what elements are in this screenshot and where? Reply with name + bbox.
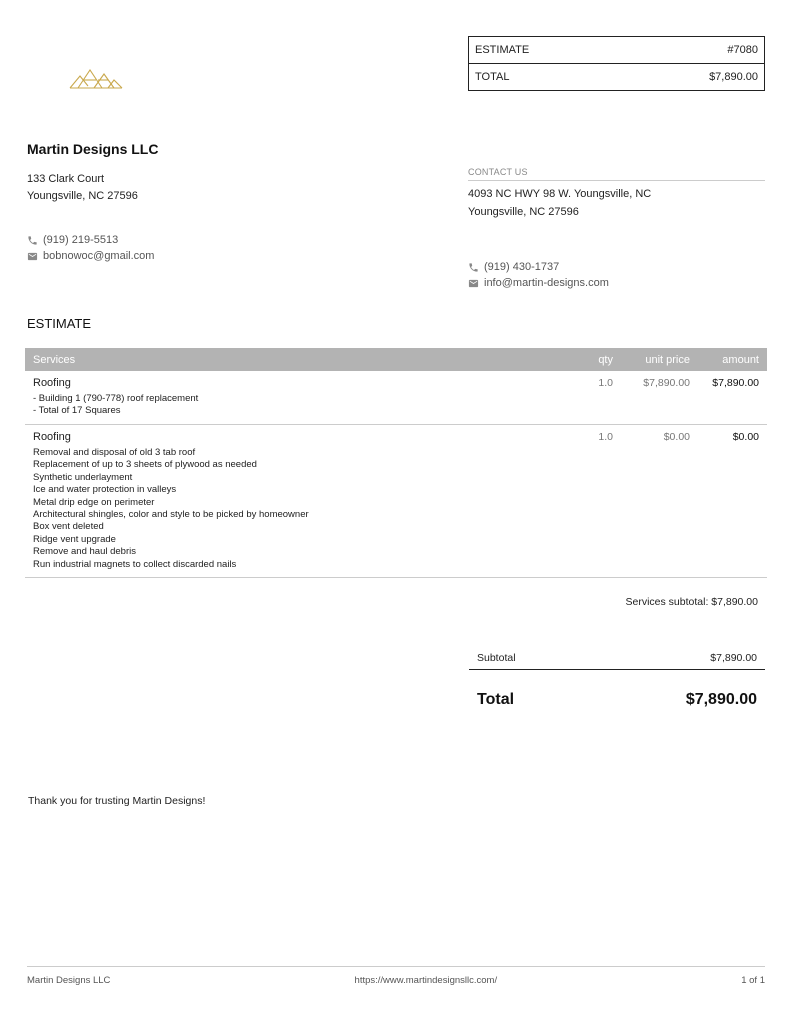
company-address-line2: Youngsville, NC 27596 (27, 190, 138, 202)
item-qty: 1.0 (598, 377, 613, 389)
item-note: - Building 1 (790-778) roof replacement (33, 393, 199, 404)
total-row (469, 691, 765, 709)
email-icon (468, 278, 479, 289)
item-amount: $0.00 (732, 431, 759, 443)
document-title: ESTIMATE (27, 316, 92, 331)
phone-icon (27, 235, 38, 246)
table-header (25, 348, 767, 371)
table-row-main (25, 377, 767, 389)
item-notes (25, 447, 767, 571)
client-email[interactable]: info@martin-designs.com (484, 277, 609, 289)
subtotal-value: $7,890.00 (710, 651, 757, 664)
estimate-number-row (469, 37, 764, 63)
total-label: Total (477, 691, 515, 708)
table-row (25, 371, 767, 425)
estimate-number: #7080 (727, 44, 758, 56)
client-phone-line (468, 259, 609, 275)
email-icon (27, 251, 38, 262)
client-address-line2: Youngsville, NC 27596 (468, 206, 579, 218)
footer-company: Martin Designs LLC (27, 975, 111, 986)
item-note: Ice and water protection in valleys (33, 484, 177, 496)
subtotal-label: Subtotal (477, 651, 516, 664)
item-name: Roofing (33, 431, 71, 443)
item-note: Removal and disposal of old 3 tab roof (33, 447, 196, 458)
item-note: Ridge vent upgrade (33, 533, 116, 545)
estimate-total-row (469, 63, 764, 90)
phone-icon (468, 262, 479, 273)
page-footer (27, 966, 765, 986)
item-note: Replacement of up to 3 sheets of plywood as needed (33, 459, 257, 471)
item-unit-price: $7,890.00 (643, 377, 690, 389)
contact-us-label: CONTACT US (468, 167, 765, 181)
company-phone-line (27, 232, 154, 248)
estimate-summary-box (468, 36, 765, 91)
total-value: $7,890.00 (685, 691, 757, 708)
item-note: Architectural shingles, color and style to be picked by homeowner (33, 509, 309, 521)
services-subtotal: Services subtotal: $7,890.00 (625, 596, 758, 608)
header-unit-price: unit price (645, 353, 690, 366)
table-row-main (25, 431, 767, 443)
header-qty: qty (598, 353, 613, 366)
company-address (27, 171, 138, 205)
item-note: Synthetic underlayment (33, 471, 133, 483)
totals-block (469, 646, 765, 709)
services-table (25, 348, 767, 578)
company-name: Martin Designs LLC (27, 141, 159, 157)
item-note: Run industrial magnets to collect discarded nails (33, 558, 237, 570)
item-notes (25, 393, 767, 418)
estimate-label: ESTIMATE (475, 44, 530, 56)
client-email-line (468, 275, 609, 291)
item-note: Metal drip edge on perimeter (33, 496, 155, 508)
company-phone[interactable]: (919) 219-5513 (43, 234, 119, 246)
footer-url[interactable]: https://www.martindesignsllc.com/ (354, 975, 498, 986)
mountain-logo-icon (68, 66, 124, 92)
thank-you-note: Thank you for trusting Martin Designs! (28, 795, 206, 807)
company-email[interactable]: bobnowoc@gmail.com (43, 250, 155, 262)
company-address-line1: 133 Clark Court (27, 173, 105, 185)
item-unit-price: $0.00 (663, 431, 690, 443)
item-qty: 1.0 (598, 431, 613, 443)
header-amount: amount (722, 353, 759, 366)
item-name: Roofing (33, 377, 71, 389)
client-contact (468, 259, 609, 291)
item-note: - Total of 17 Squares (33, 405, 121, 417)
client-address (468, 185, 651, 221)
client-phone[interactable]: (919) 430-1737 (484, 261, 560, 273)
company-contact (27, 232, 154, 264)
header-services: Services (33, 353, 76, 366)
company-email-line (27, 248, 154, 264)
footer-page-number: 1 of 1 (741, 975, 765, 986)
subtotal-row (469, 646, 765, 670)
item-amount: $7,890.00 (712, 377, 759, 389)
table-row (25, 425, 767, 578)
item-note: Box vent deleted (33, 521, 104, 533)
estimate-total-value: $7,890.00 (709, 71, 758, 83)
client-address-line1: 4093 NC HWY 98 W. Youngsville, NC (468, 188, 652, 200)
company-logo (68, 66, 124, 92)
estimate-total-label: TOTAL (475, 71, 510, 83)
item-note: Remove and haul debris (33, 546, 136, 558)
